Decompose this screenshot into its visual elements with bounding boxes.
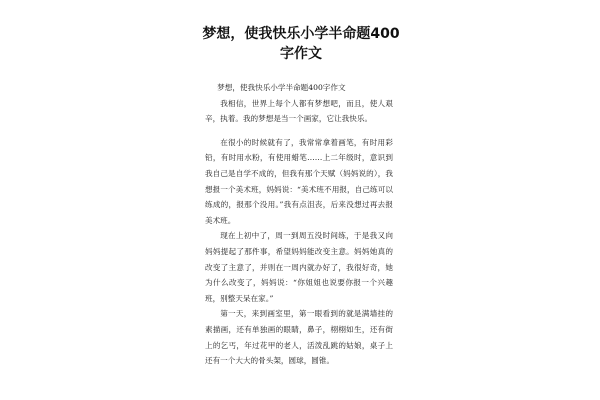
paragraph-2: 在很小的时候就有了，我常常拿着画笔，有时用彩铅，有时用水粉，有使用蜡笔……上二年级时，意识到我自己是自学不成的，但我有那个天赋（妈妈说的），我想报一个美术班，妈妈说：“美术班不用报，自己练可以练成的，报那个没用。”我有点沮丧，后来没想过再去报美术班。 bbox=[205, 137, 393, 225]
paragraph-3: 现在上初中了，周一到周五没时间练，于是我又向妈妈提起了那件事，希望妈妈能改变主意。妈妈她真的改变了主意了，并则在一周内就办好了，我很好奇，她为什么改变了，妈妈说：“你姐姐也说要你报一个兴趣班，别整天呆在家。” bbox=[205, 231, 393, 303]
essay-subtitle: 梦想，使我快乐小学半命题400字作文 bbox=[217, 83, 346, 92]
paragraph-1: 我相信，世界上每个人都有梦想吧，而且，使人艰辛，执着。我的梦想是当一个画家，它让我快乐。 bbox=[205, 98, 393, 124]
essay-body bbox=[205, 80, 393, 369]
paragraph-4: 第一天，来到画室里，第一眼看到的就是满墙挂的素描画，还有单独画的眼睛，鼻子，栩栩如生，还有街上的乞丐，年过花甲的老人，活泼乱跳的姑娘，桌子上还有一个大大的骨头架，圆球，圆锥。 bbox=[205, 309, 393, 366]
page-title: 梦想，使我快乐小学半命题400字作文 bbox=[202, 26, 400, 62]
